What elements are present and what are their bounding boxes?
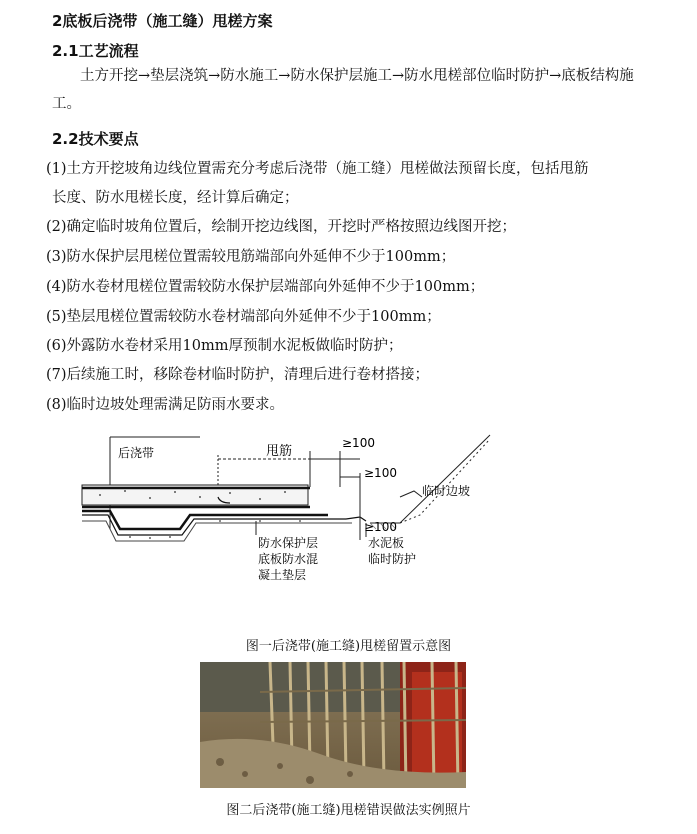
- figure-2-caption: 图二后浇带(施工缝)甩槎错误做法实例照片: [226, 803, 471, 818]
- point-6: (6)外露防水卷材采用10mm厚预制水泥板做临时防护；: [46, 338, 403, 354]
- label-waterproof-concrete: 底板防水混: [258, 552, 319, 566]
- point-2: (2)确定临时坡角位置后，绘制开挖边线图，开挖时严格按照边线图开挖；: [46, 219, 517, 235]
- dim-label-3: ≥100: [364, 520, 397, 534]
- point-5: (5)垫层甩槎位置需较防水卷材端部向外延伸不少于100mm；: [46, 309, 441, 325]
- post-pour-strip-diagram: [70, 425, 510, 595]
- subsection-technical-title: 2.2技术要点: [52, 130, 139, 148]
- figure-1-caption: 图一后浇带(施工缝)甩槎留置示意图: [245, 639, 452, 654]
- label-cushion-layer: 凝土垫层: [258, 568, 307, 582]
- point-1a: (1)土方开挖坡角边线位置需充分考虑后浇带（施工缝）甩槎做法预留长度，包括甩筋: [46, 161, 589, 177]
- label-protective-layer: 防水保护层: [258, 536, 319, 550]
- subsection-process-title: 2.1工艺流程: [52, 42, 139, 60]
- point-4: (4)防水卷材甩槎位置需较防水保护层端部向外延伸不少于100mm；: [46, 279, 485, 295]
- point-8: (8)临时边坡处理需满足防雨水要求。: [46, 397, 285, 413]
- dim-label-1: ≥100: [342, 436, 375, 450]
- label-rebar: 甩筋: [266, 444, 293, 459]
- label-temporary-protection: 临时防护: [368, 552, 417, 566]
- process-paragraph: 土方开挖→垫层浇筑→防水施工→防水保护层施工→防水甩槎部位临时防护→底板结构施工。: [52, 68, 634, 112]
- label-cement-board: 水泥板: [368, 536, 405, 550]
- section-title: 2底板后浇带（施工缝）甩槎方案: [52, 12, 273, 30]
- point-1b: 长度、防水甩槎长度，经计算后确定；: [52, 190, 299, 206]
- dim-label-2: ≥100: [364, 466, 397, 480]
- point-3: (3)防水保护层甩槎位置需较甩筋端部向外延伸不少于100mm；: [46, 249, 456, 265]
- point-7: (7)后续施工时，移除卷材临时防护，清理后进行卷材搭接；: [46, 367, 430, 383]
- site-photo: [200, 662, 466, 788]
- label-temporary-slope: 临时边坡: [422, 484, 471, 498]
- label-post-pour-strip: 后浇带: [118, 446, 155, 460]
